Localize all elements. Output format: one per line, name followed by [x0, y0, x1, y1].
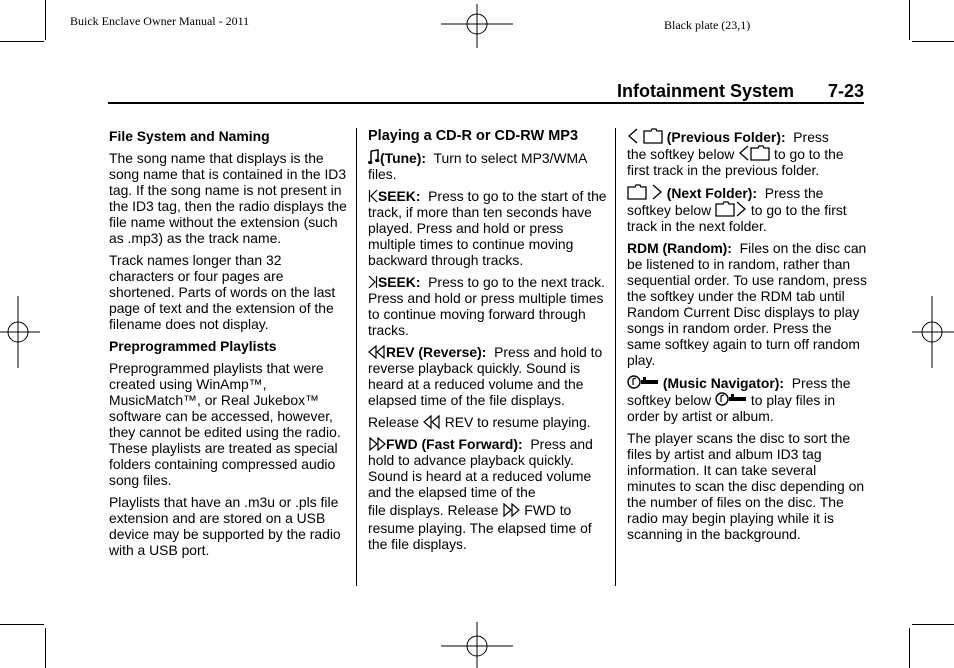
next-folder-text: track in the next folder. [627, 218, 767, 234]
tune-entry [368, 149, 608, 182]
chevron-left-icon [738, 145, 750, 161]
heading-playing-cd: Playing a CD-R or CD-RW MP3 [368, 128, 579, 144]
column-divider [356, 128, 357, 586]
music-navigator-label: (Music Navigator): [662, 375, 785, 391]
column-divider [615, 128, 616, 586]
prev-folder-label: (Previous Folder): [666, 129, 786, 145]
column-1 [109, 128, 349, 564]
folder-icon [643, 128, 663, 144]
rev-release-pre: Release [368, 414, 419, 430]
rev-text: Press and hold to reverse playback quickly. Sound is heard at a reduced volume and the elapsed time of the file displays. [368, 344, 603, 408]
column-3 [627, 128, 867, 548]
random-entry [627, 240, 867, 368]
section-title: Infotainment System [616, 81, 794, 101]
seek-back-icon [368, 189, 378, 203]
registration-crosshair-icon [441, 622, 513, 668]
seek-forward-entry [368, 274, 608, 338]
fwd-release-post: FWD to [524, 502, 572, 518]
heading-file-system: File System and Naming [109, 128, 270, 144]
chevron-left-icon [627, 128, 639, 144]
tune-text: Turn to select MP3/WMA files. [368, 150, 587, 182]
music-navigator-entry [627, 374, 867, 424]
next-folder-text: to go to the first [750, 202, 847, 218]
music-navigator-text: Press the [791, 375, 851, 391]
music-navigator-icon [627, 374, 659, 390]
prev-folder-entry [627, 128, 867, 178]
seek-back-label: SEEK: [378, 188, 421, 204]
rev-release-post: REV to resume playing. [444, 414, 591, 430]
chevron-right-icon [735, 201, 747, 217]
prev-folder-text: the softkey below [627, 146, 735, 162]
seek-forward-label: SEEK: [378, 274, 421, 290]
plate-label: Black plate (23,1) [664, 18, 751, 32]
rev-entry [368, 344, 608, 408]
fast-forward-icon [368, 437, 386, 451]
manual-title: Buick Enclave Owner Manual - 2011 [70, 14, 250, 28]
seek-back-entry [368, 188, 608, 268]
fwd-entry [368, 436, 608, 500]
chevron-right-icon [651, 184, 663, 200]
running-header [108, 81, 864, 103]
music-navigator-icon [715, 391, 747, 407]
music-note-icon [368, 149, 380, 165]
next-folder-label: (Next Folder): [666, 185, 758, 201]
paragraph-m3u: Playlists that have an .m3u or .pls file extension and are stored on a USB device may be supported by the radio with a USB port. [109, 494, 341, 558]
prev-folder-text: to go to the [774, 146, 844, 162]
seek-forward-text: Press to go to the next track. Press and hold or press multiple times to continue moving forward through tracks. [368, 274, 605, 338]
seek-back-text: Press to go to the start of the track, if more than ten seconds have played. Press and hold or press multiple times to continue moving backward through tracks. [368, 188, 607, 268]
header-rule [108, 102, 864, 104]
fwd-release [368, 502, 608, 518]
random-label: RDM (Random): [627, 240, 732, 256]
fast-forward-icon [502, 503, 520, 517]
fwd-release-pre: file displays. Release [368, 502, 499, 518]
music-navigator-text: to play files in [750, 392, 836, 408]
fwd-label: FWD (Fast Forward): [386, 436, 523, 452]
seek-forward-icon [368, 275, 378, 289]
next-folder-text: softkey below [627, 202, 712, 218]
page-number: 7-23 [827, 81, 864, 101]
registration-crosshair-icon [441, 4, 513, 48]
tune-label: (Tune): [380, 150, 427, 166]
fwd-text: Press and hold to advance playback quickly. Sound is heard at a reduced volume and the elapsed time of the [368, 436, 593, 500]
prev-folder-text: Press [793, 129, 829, 145]
folder-icon [715, 201, 735, 217]
rev-release [368, 414, 608, 430]
folder-icon [627, 184, 647, 200]
paragraph-playlists: Preprogrammed playlists that were created using WinAmp™, MusicMatch™, or Real Jukebox™ software can be accessed, however, they cannot be edited using the radio. These playlists are treated as special folders containing compressed audio song files. [109, 360, 341, 488]
music-navigator-text: order by artist or album. [627, 408, 774, 424]
paragraph-scan: The player scans the disc to sort the files by artist and album ID3 tag information. It can take several minutes to scan the disc depending on the number of files on the disc. The radio may begin playing while it is scanning in the background. [627, 430, 865, 542]
rev-label: REV (Reverse): [386, 344, 487, 360]
column-2 [368, 128, 608, 558]
folder-icon [750, 145, 770, 161]
next-folder-text: Press the [764, 185, 824, 201]
heading-playlists: Preprogrammed Playlists [109, 338, 277, 354]
fwd-resume: resume playing. The elapsed time of the file displays. [368, 520, 592, 552]
rewind-icon [423, 415, 441, 429]
random-text: Files on the disc can be listened to in random, rather than sequential order. To use random, press the softkey under the RDM tab until Random Current Disc displays to play songs in random order. Press the same softkey again to turn off random play. [627, 240, 867, 368]
paragraph-track-names: Track names longer than 32 characters or four pages are shortened. Parts of words on the last page of text and the extension of the filename does not display. [109, 252, 336, 332]
next-folder-entry [627, 184, 867, 234]
prev-folder-text: first track in the previous folder. [627, 162, 820, 178]
paragraph-song-name: The song name that displays is the song name that is contained in the ID3 tag. If the song name is not present in the ID3 tag, then the radio displays the file name without the extension (such as .mp3) as the track name. [109, 150, 347, 246]
registration-crosshair-icon [912, 296, 954, 368]
music-navigator-text: softkey below [627, 392, 712, 408]
rewind-icon [368, 345, 386, 359]
registration-crosshair-icon [0, 296, 40, 368]
